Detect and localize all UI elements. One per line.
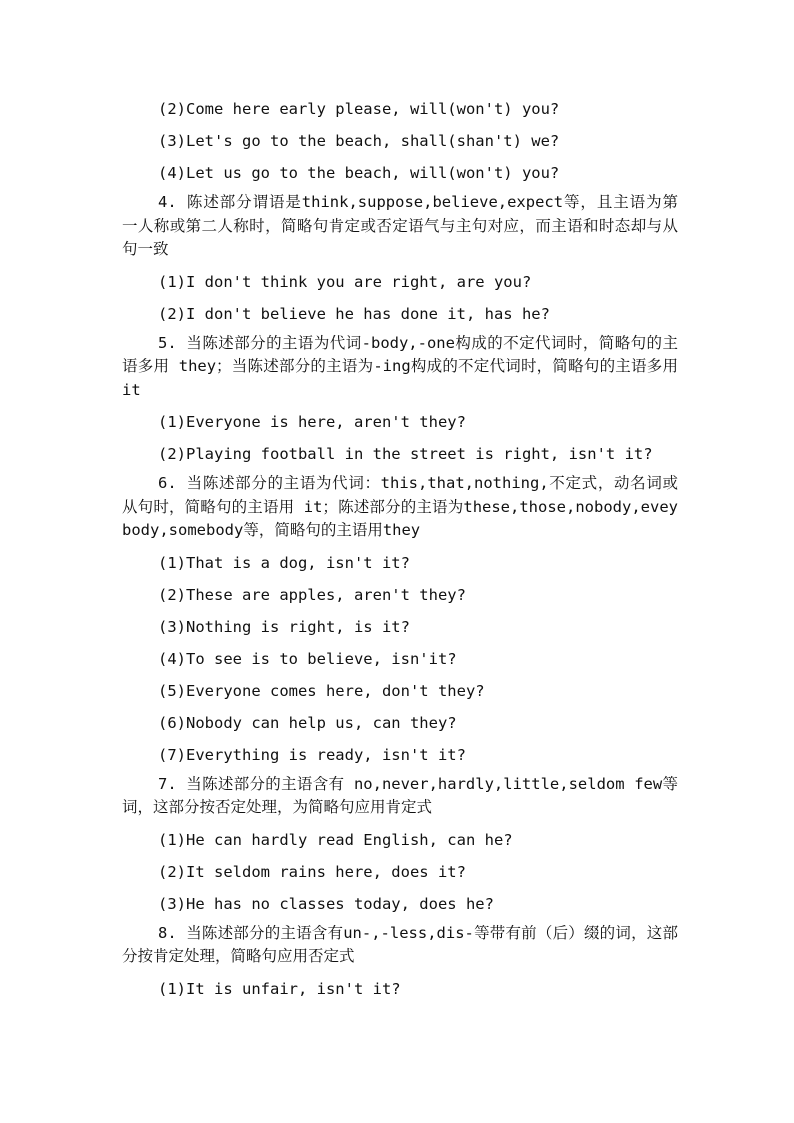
grammar-rule-paragraph: 7. 当陈述部分的主语含有 no,never,hardly,little,seldom few等词，这部分按否定处理，为简略句应用肯定式 [122,774,678,816]
document-body [122,93,678,1005]
example-sentence: (4)To see is to believe, isn'it? [158,649,457,668]
example-sentence: (1)He can hardly read English, can he? [158,830,513,849]
example-sentence: (2)I don't believe he has done it, has he? [158,304,550,323]
example-sentence: (1)It is unfair, isn't it? [158,979,401,998]
example-sentence: (4)Let us go to the beach, will(won't) you? [158,164,560,182]
example-sentence: (2)Playing football in the street is right, isn't it? [158,445,653,463]
example-sentence: (3)Nothing is right, is it? [158,617,410,636]
example-sentence: (7)Everything is ready, isn't it? [158,745,466,764]
example-sentence: (6)Nobody can help us, can they? [158,713,457,732]
grammar-rule-paragraph: 4. 陈述部分谓语是think,suppose,believe,expect等，且主语为第一人称或第二人称时，简略句肯定或否定语气与主句对应，而主语和时态却与从句一致 [122,193,678,258]
example-sentence: (2)Come here early please, will(won't) you? [158,100,560,118]
example-sentence: (3)He has no classes today, does he? [158,894,494,913]
grammar-rule-paragraph: 6. 当陈述部分的主语为代词：this,that,nothing,不定式，动名词或从句时，简略句的主语用 it；陈述部分的主语为these,those,nobody,eveybody,somebody等，简略句的主语用they [122,474,678,539]
example-sentence: (1)Everyone is here, aren't they? [158,413,466,431]
example-sentence: (2)It seldom rains here, does it? [158,862,466,881]
example-sentence: (1)I don't think you are right, are you? [158,272,532,291]
example-sentence: (3)Let's go to the beach, shall(shan't) we? [158,132,560,150]
grammar-rule-paragraph: 8. 当陈述部分的主语含有un-,-less,dis-等带有前（后）缀的词，这部分按肯定处理，简略句应用否定式 [122,923,678,965]
example-sentence: (5)Everyone comes here, don't they? [158,681,485,700]
grammar-rule-paragraph: 5. 当陈述部分的主语为代词-body,-one构成的不定代词时，简略句的主语多用 they；当陈述部分的主语为-ing构成的不定代词时，简略句的主语多用it [122,333,678,399]
example-sentence: (2)These are apples, aren't they? [158,585,466,604]
example-sentence: (1)That is a dog, isn't it? [158,553,410,572]
